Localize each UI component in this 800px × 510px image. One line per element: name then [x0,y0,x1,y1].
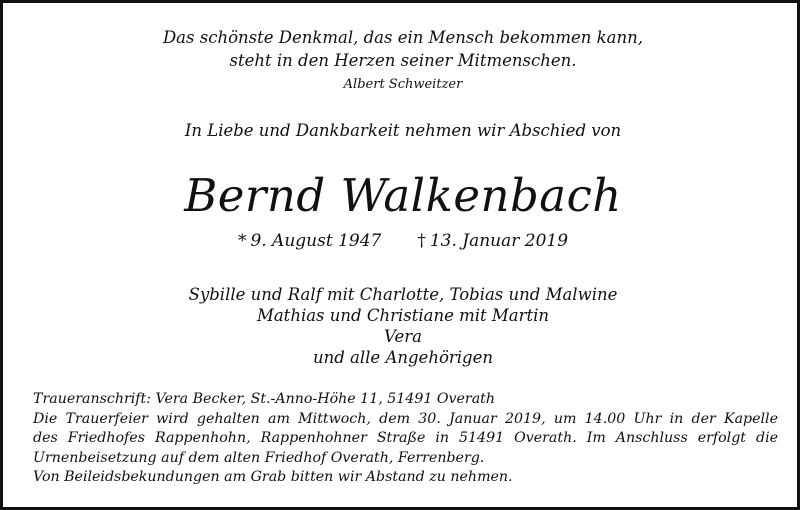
quote-line-1: Das schönste Denkmal, das ein Mensch bekommen kann, [162,28,644,47]
family-line-4: und alle Angehörigen [312,348,493,367]
birth-date: 9. August 1947 [250,231,382,251]
life-dates [3,230,800,252]
deceased-name: Bernd Walkenbach [184,169,622,222]
funeral-address: Traueranschrift: Vera Becker, St.-Anno-Höhe 11, 51491 Overath [33,391,496,407]
ceremony-line-3: Urnenbeisetzung auf dem alten Friedhof Overath, Ferrenberg. [33,449,485,466]
condolence-note: Von Beileidsbekundungen am Grab bitten wir Abstand zu nehmen. [33,469,513,485]
family-line-2: Mathias und Christiane mit Martin [256,306,550,325]
footer-block [33,390,778,488]
family-line-3: Vera [384,327,422,346]
quote-line-2: steht in den Herzen seiner Mitmenschen. [229,51,577,70]
birth-symbol: * [237,231,247,251]
ceremony-line-1: Die Trauerfeier wird gehalten am Mittwoch, dem 30. Januar 2019, um 14.00 Uhr in der Kapelle [33,410,778,427]
quote-author: Albert Schweitzer [343,77,463,92]
ceremony-line-2: des Friedhofes Rappenhohn, Rappenhohner Straße in 51491 Overath. Im Anschluss erfolgt die [33,430,778,446]
family-line-1: Sybille und Ralf mit Charlotte, Tobias und Malwine [188,285,618,304]
death-symbol: † [417,231,426,251]
intro-text: In Liebe und Dankbarkeit nehmen wir Abschied von [184,121,622,140]
death-date: 13. Januar 2019 [429,231,569,251]
